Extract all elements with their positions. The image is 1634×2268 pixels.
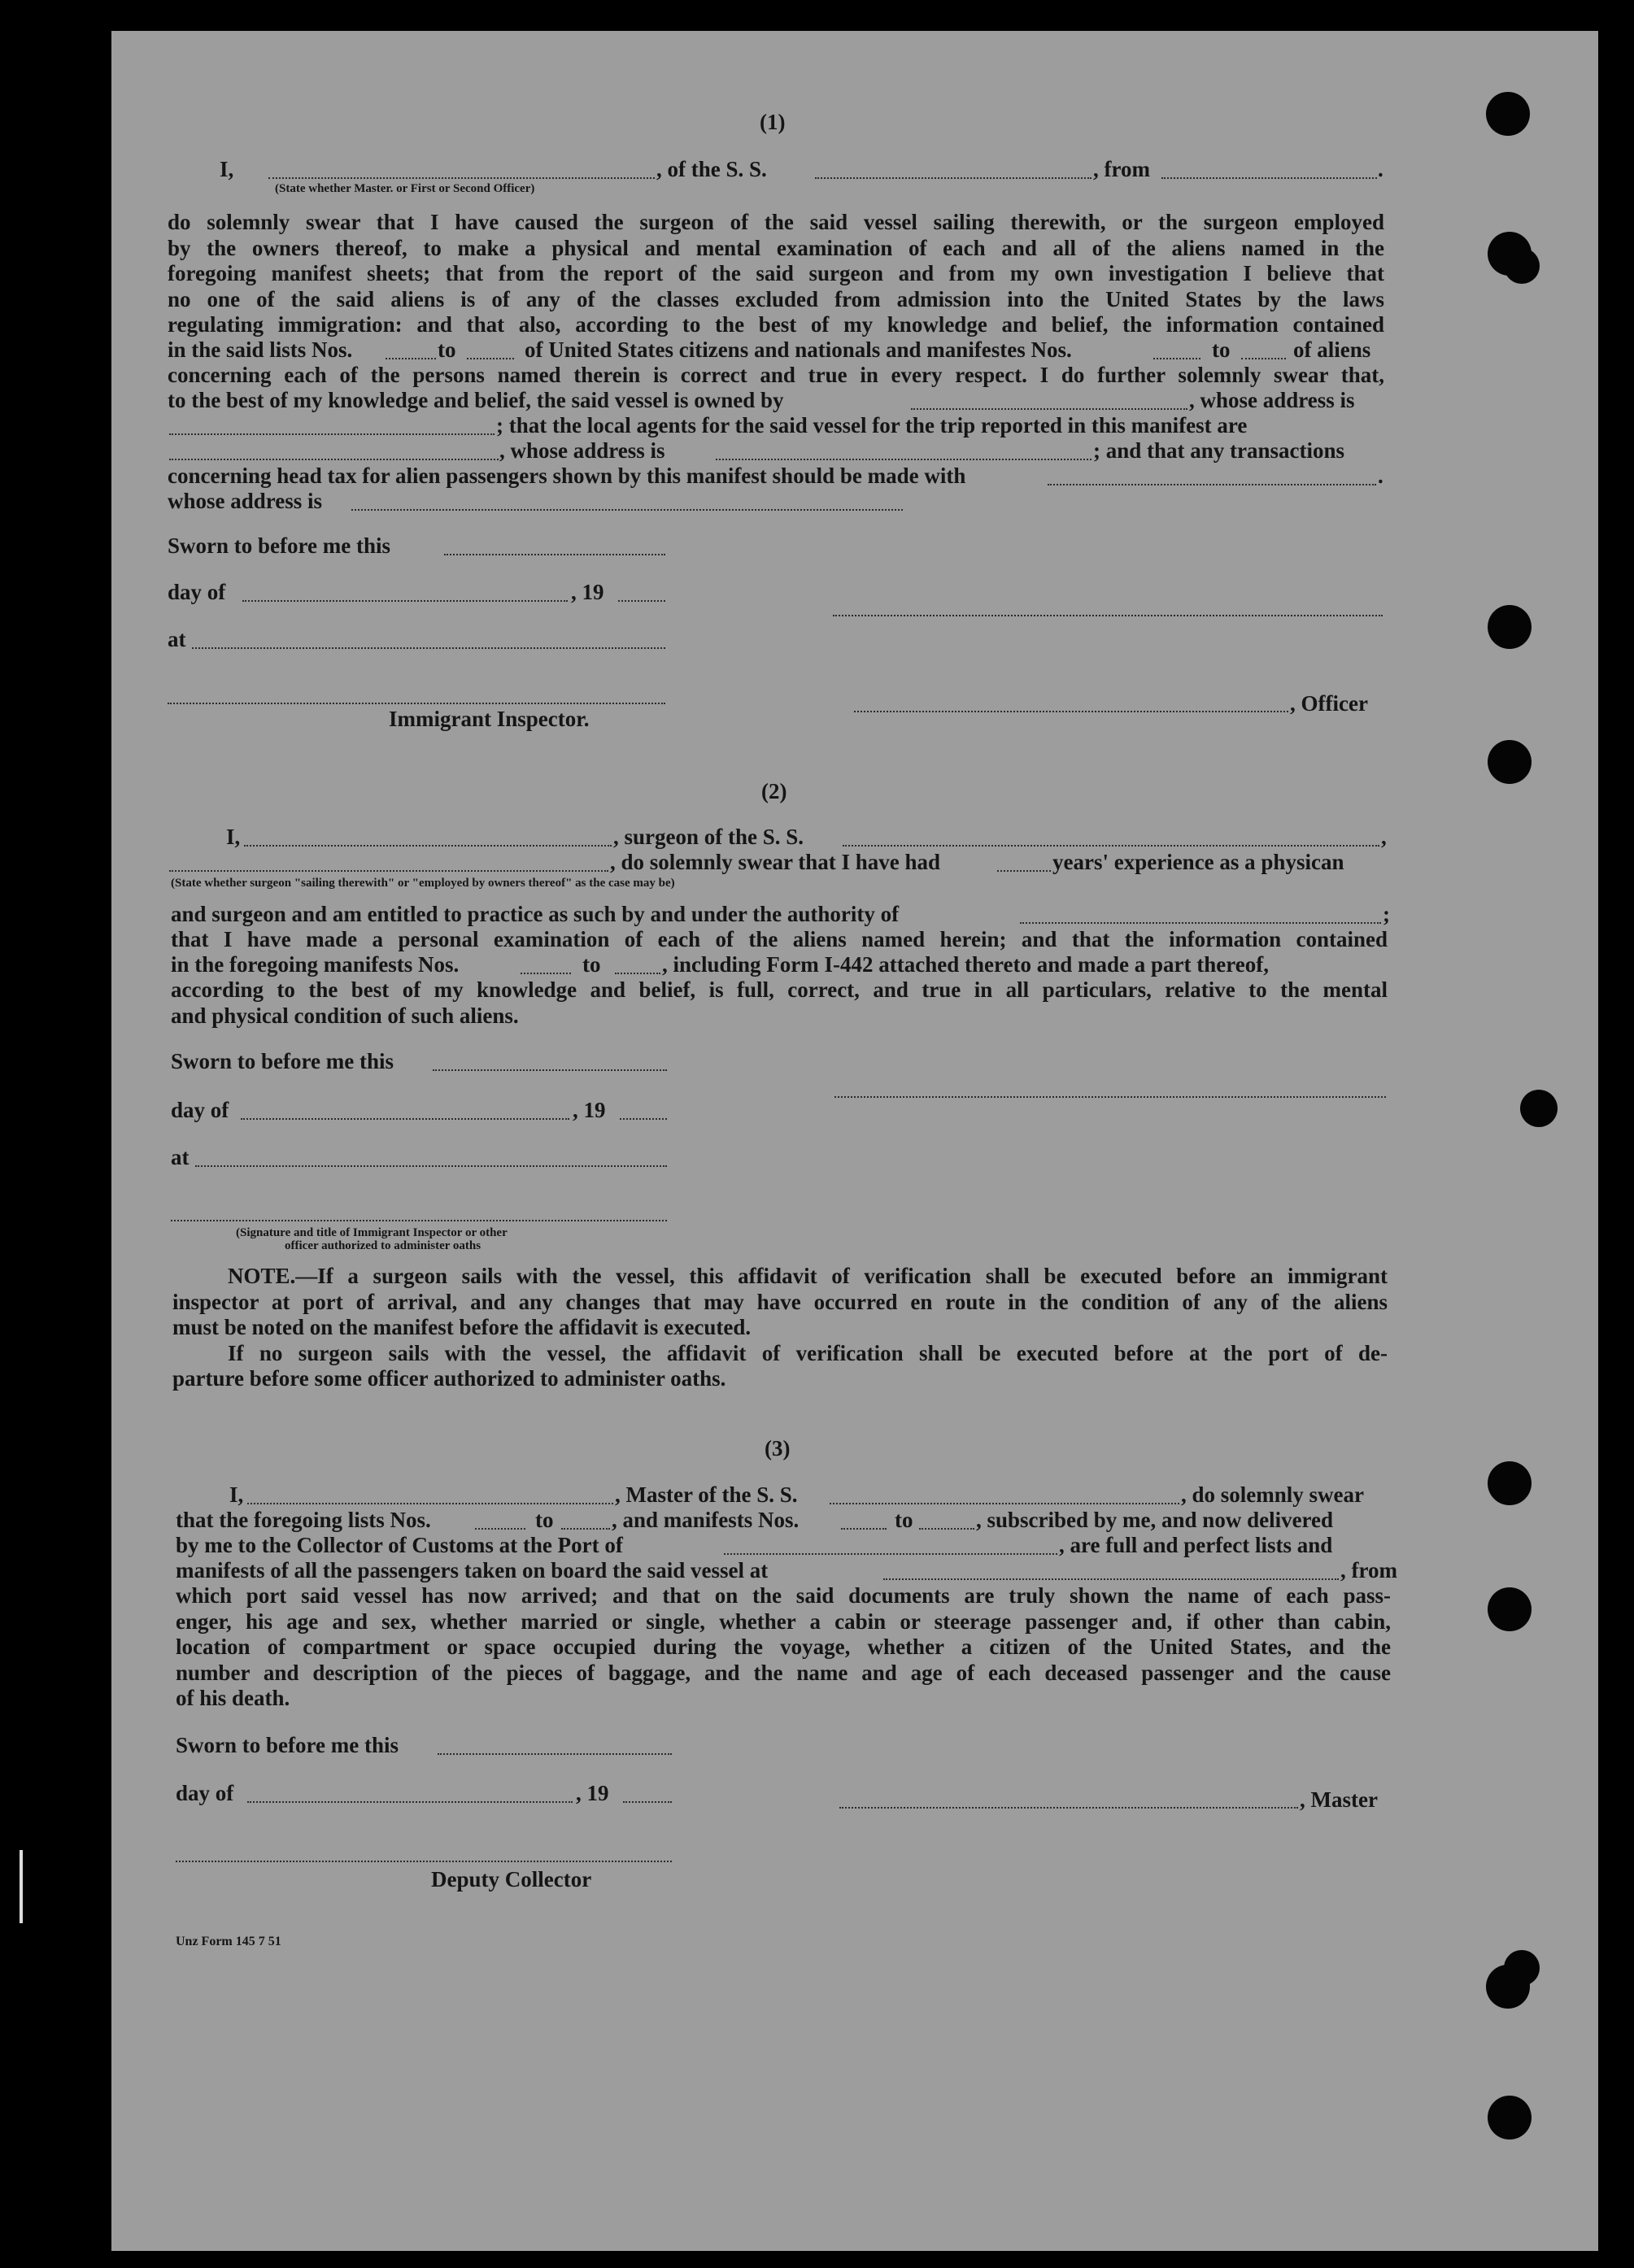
s2-year-field[interactable] [620,1118,667,1120]
s2-authority-label: and surgeon and am entitled to practice as such by and under the authority of [171,902,900,926]
s1-from-label: , from [1093,157,1150,181]
s1-end: . [1378,157,1383,181]
s1-signature-line[interactable] [833,615,1383,616]
section-2-heading: (2) [761,779,787,803]
s1-of-ss-label: , of the S. S. [656,157,767,181]
s1-body [168,210,1384,338]
s2-sworn-field[interactable] [433,1069,667,1071]
s1-owned-label: to the best of my knowledge and belief, the said vessel is owned by [168,388,784,412]
s3-manifests-label: , and manifests Nos. [612,1508,800,1532]
scan-mark [20,1850,23,1923]
s1-officer-label: , Officer [1290,691,1368,716]
s1-body-row: no one of the said aliens is of any of the classes excluded from admission into the United States by the laws [168,286,1384,311]
note-row: parture before some officer authorized to administer oaths. [172,1366,726,1391]
s2-authority-field[interactable] [1020,922,1381,924]
s1-at-field[interactable] [192,647,665,649]
punch-hole [1488,740,1532,784]
punch-hole [1504,248,1540,284]
note-row: must be noted on the manifest before the affidavit is executed. [172,1315,752,1339]
s3-sworn-label: Sworn to before me this [176,1733,399,1757]
s1-manifest-to: to [1212,337,1231,362]
s1-agents-address-label: , whose address is [499,438,665,463]
s2-manifest-to-field[interactable] [615,973,660,974]
section-1-heading: (1) [760,110,786,134]
s3-body-row: of his death. [176,1686,290,1710]
s1-year-label: , 19 [571,580,604,604]
s3-board-port-field[interactable] [883,1578,1339,1580]
punch-hole [1486,92,1530,136]
s1-transactions-label: ; and that any transactions [1093,438,1345,463]
s1-owner-address-field[interactable] [169,433,495,435]
s3-master-sig-field[interactable] [839,1807,1298,1809]
s3-manifests-to-field[interactable] [919,1528,974,1530]
section-3-heading: (3) [765,1436,791,1460]
s3-manifests-to: to [895,1508,913,1532]
s3-lists-label: that the foregoing lists Nos. [176,1508,431,1532]
s3-body-row: enger, his age and sex, whether married or single, whether a cabin or steerage passenger and, if other than cabin, [176,1608,1391,1634]
s3-lists-from-field[interactable] [475,1528,525,1530]
s2-foregoing-label: in the foregoing manifests Nos. [171,952,460,977]
s1-address-label: whose address is [168,489,323,513]
s1-aliens-label: of aliens [1293,337,1371,362]
s1-lists-from-field[interactable] [386,358,436,359]
s3-perfect-label: , are full and perfect lists and [1059,1533,1333,1557]
s3-year-field[interactable] [623,1801,672,1803]
punch-hole [1488,1461,1532,1505]
s1-concerning-row: concerning each of the persons named therein is correct and true in every respect. I do further solemnly swear that, [168,363,1384,387]
s1-vessel-field[interactable] [815,177,1092,179]
s2-day-field[interactable] [241,1118,569,1120]
s2-day-label: day of [171,1098,229,1122]
s2-form-label: , including Form I-442 attached thereto and made a part thereof, [662,952,1269,977]
s2-end: , [1381,825,1387,849]
punch-hole [1504,1950,1540,1986]
s3-manifests-from-field[interactable] [841,1528,887,1530]
s1-manifest-from-field[interactable] [1153,358,1200,359]
s3-port-field[interactable] [724,1553,1057,1555]
s3-taken-label: manifests of all the passengers taken on board the said vessel at [176,1558,769,1582]
note-block [172,1264,1388,1392]
s1-lists-label: in the said lists Nos. [168,337,353,362]
s3-lists-to: to [535,1508,554,1532]
s2-at-label: at [171,1145,190,1169]
s1-manifest-to-field[interactable] [1241,358,1286,359]
s2-year-label: , 19 [573,1098,606,1122]
s1-citizens-label: of United States citizens and nationals and manifestes Nos. [525,337,1072,362]
s1-from-field[interactable] [1161,177,1377,179]
s1-day-label: day of [168,580,226,604]
s1-at-label: at [168,627,186,651]
punch-hole [1488,605,1532,649]
s1-i-label: I, [220,157,234,181]
s2-years-field[interactable] [997,870,1051,872]
s1-sworn-field[interactable] [444,554,665,555]
s3-sworn-field[interactable] [438,1753,672,1755]
s1-body-row: foregoing manifest sheets; that from the report of the said surgeon and from my own investigation I believe that [168,261,1384,285]
s2-authority-end: ; [1383,902,1390,926]
s3-from-label: , from [1340,1558,1397,1582]
s1-body-row: regulating immigration: and that also, according to the best of my knowledge and belief, the information contained [168,312,1384,337]
s2-sailing-note: (State whether surgeon "sailing therewith" or "employed by owners thereof" as the case may be) [171,877,675,890]
s3-i-label: I, [229,1482,244,1507]
s1-owner-address-label: , whose address is [1189,388,1355,412]
s1-address-field[interactable] [351,509,903,511]
s3-body-row: number and description of the pieces of baggage, and the name and age of each deceased passenger and the cause [176,1660,1391,1685]
s1-agents-label: ; that the local agents for the said vessel for the trip reported in this manifest are [496,413,1248,437]
s1-headtax-field[interactable] [1048,484,1376,485]
s2-manifest-to: to [582,952,601,977]
s3-vessel-field[interactable] [830,1503,1179,1504]
s3-master-sig-label: , Master [1300,1787,1378,1812]
s2-personal [171,927,1388,953]
s2-swear-label: , do solemnly swear that I have had [610,850,941,874]
s3-year-label: , 19 [576,1781,609,1805]
s2-sig-note: (Signature and title of Immigrant Inspector or other [236,1226,508,1239]
s1-concerning [168,363,1384,389]
s1-body-row: by the owners thereof, to make a physical and mental examination of each and all of the aliens named in the [168,235,1384,260]
s3-collector-sig-field[interactable] [176,1861,672,1862]
s2-manifest-from-field[interactable] [521,973,571,974]
s2-sailing-field[interactable] [169,870,608,872]
s1-day-field[interactable] [242,600,568,602]
s3-subscribed-label: , subscribed by me, and now delivered [976,1508,1334,1532]
s3-swear-label: , do solemnly swear [1181,1482,1364,1507]
note-row: inspector at port of arrival, and any changes that may have occurred en route in the condition of any of the aliens [172,1289,1388,1314]
s2-at-field[interactable] [195,1165,667,1167]
s1-agents-field[interactable] [169,459,499,460]
s2-sig-note: officer authorized to administer oaths [285,1239,481,1252]
s3-master-name-field[interactable] [247,1503,613,1504]
s1-agents-address-field[interactable] [716,459,1092,460]
s2-according-row: and physical condition of such aliens. [171,1003,519,1028]
s2-according-row: according to the best of my knowledge and belief, is full, correct, and true in all particulars, relative to the mental [171,977,1388,1002]
s1-lists-to-field[interactable] [467,358,514,359]
s3-master-label: , Master of the S. S. [615,1482,798,1507]
s1-headtax-label: concerning head tax for alien passengers shown by this manifest should be made with [168,464,966,488]
s3-body-row: location of compartment or space occupied during the voyage, whether a citizen of the United States, and the [176,1635,1391,1659]
s1-year-field[interactable] [618,600,665,602]
s1-officer-note: (State whether Master. or First or Second Officer) [275,182,535,195]
s3-collector-label: by me to the Collector of Customs at the Port of [176,1533,623,1557]
s2-experience-label: years' experience as a physican [1052,850,1344,874]
s1-body-row: do solemnly swear that I have caused the surgeon of the said vessel sailing therewith, or the surgeon employed [168,210,1384,234]
s2-signature-line[interactable] [834,1096,1386,1098]
s3-collector-sig-label: Deputy Collector [431,1867,592,1891]
note-row: NOTE.—If a surgeon sails with the vessel, this affidavit of verification shall be executed before an immigrant [228,1264,1388,1288]
s1-officer-sig-field[interactable] [854,711,1288,712]
form-number: Unz Form 145 7 51 [176,1935,281,1948]
s2-according [171,977,1388,1029]
s2-inspector-sig-field[interactable] [171,1220,667,1221]
s2-vessel-field[interactable] [843,845,1379,847]
s2-sworn-label: Sworn to before me this [171,1049,394,1073]
s1-inspector-sig-field[interactable] [168,703,665,704]
punch-hole [1488,2096,1532,2140]
s1-headtax-end: . [1378,464,1383,488]
s2-i-label: I, [226,825,241,849]
punch-hole [1520,1090,1558,1127]
s3-lists-to-field[interactable] [561,1528,610,1530]
s1-lists-to: to [438,337,456,362]
s3-body [176,1583,1391,1712]
s3-body-row: which port said vessel has now arrived; and that on the said documents are truly shown the name of each pass- [176,1583,1391,1608]
s3-day-label: day of [176,1781,234,1805]
s1-officer-field[interactable] [268,177,655,179]
punch-hole [1488,1587,1532,1631]
s1-owner-field[interactable] [911,408,1187,410]
s2-surgeon-name-field[interactable] [244,845,612,847]
note-row: If no surgeon sails with the vessel, the affidavit of verification shall be executed before at the port of de- [228,1340,1388,1365]
s2-personal-row: that I have made a personal examination of each of the aliens named herein; and that the information contained [171,927,1388,951]
s2-surgeon-label: , surgeon of the S. S. [613,825,804,849]
s1-sworn-label: Sworn to before me this [168,533,390,558]
s3-day-field[interactable] [247,1801,573,1803]
s1-inspector-label: Immigrant Inspector. [389,707,590,731]
